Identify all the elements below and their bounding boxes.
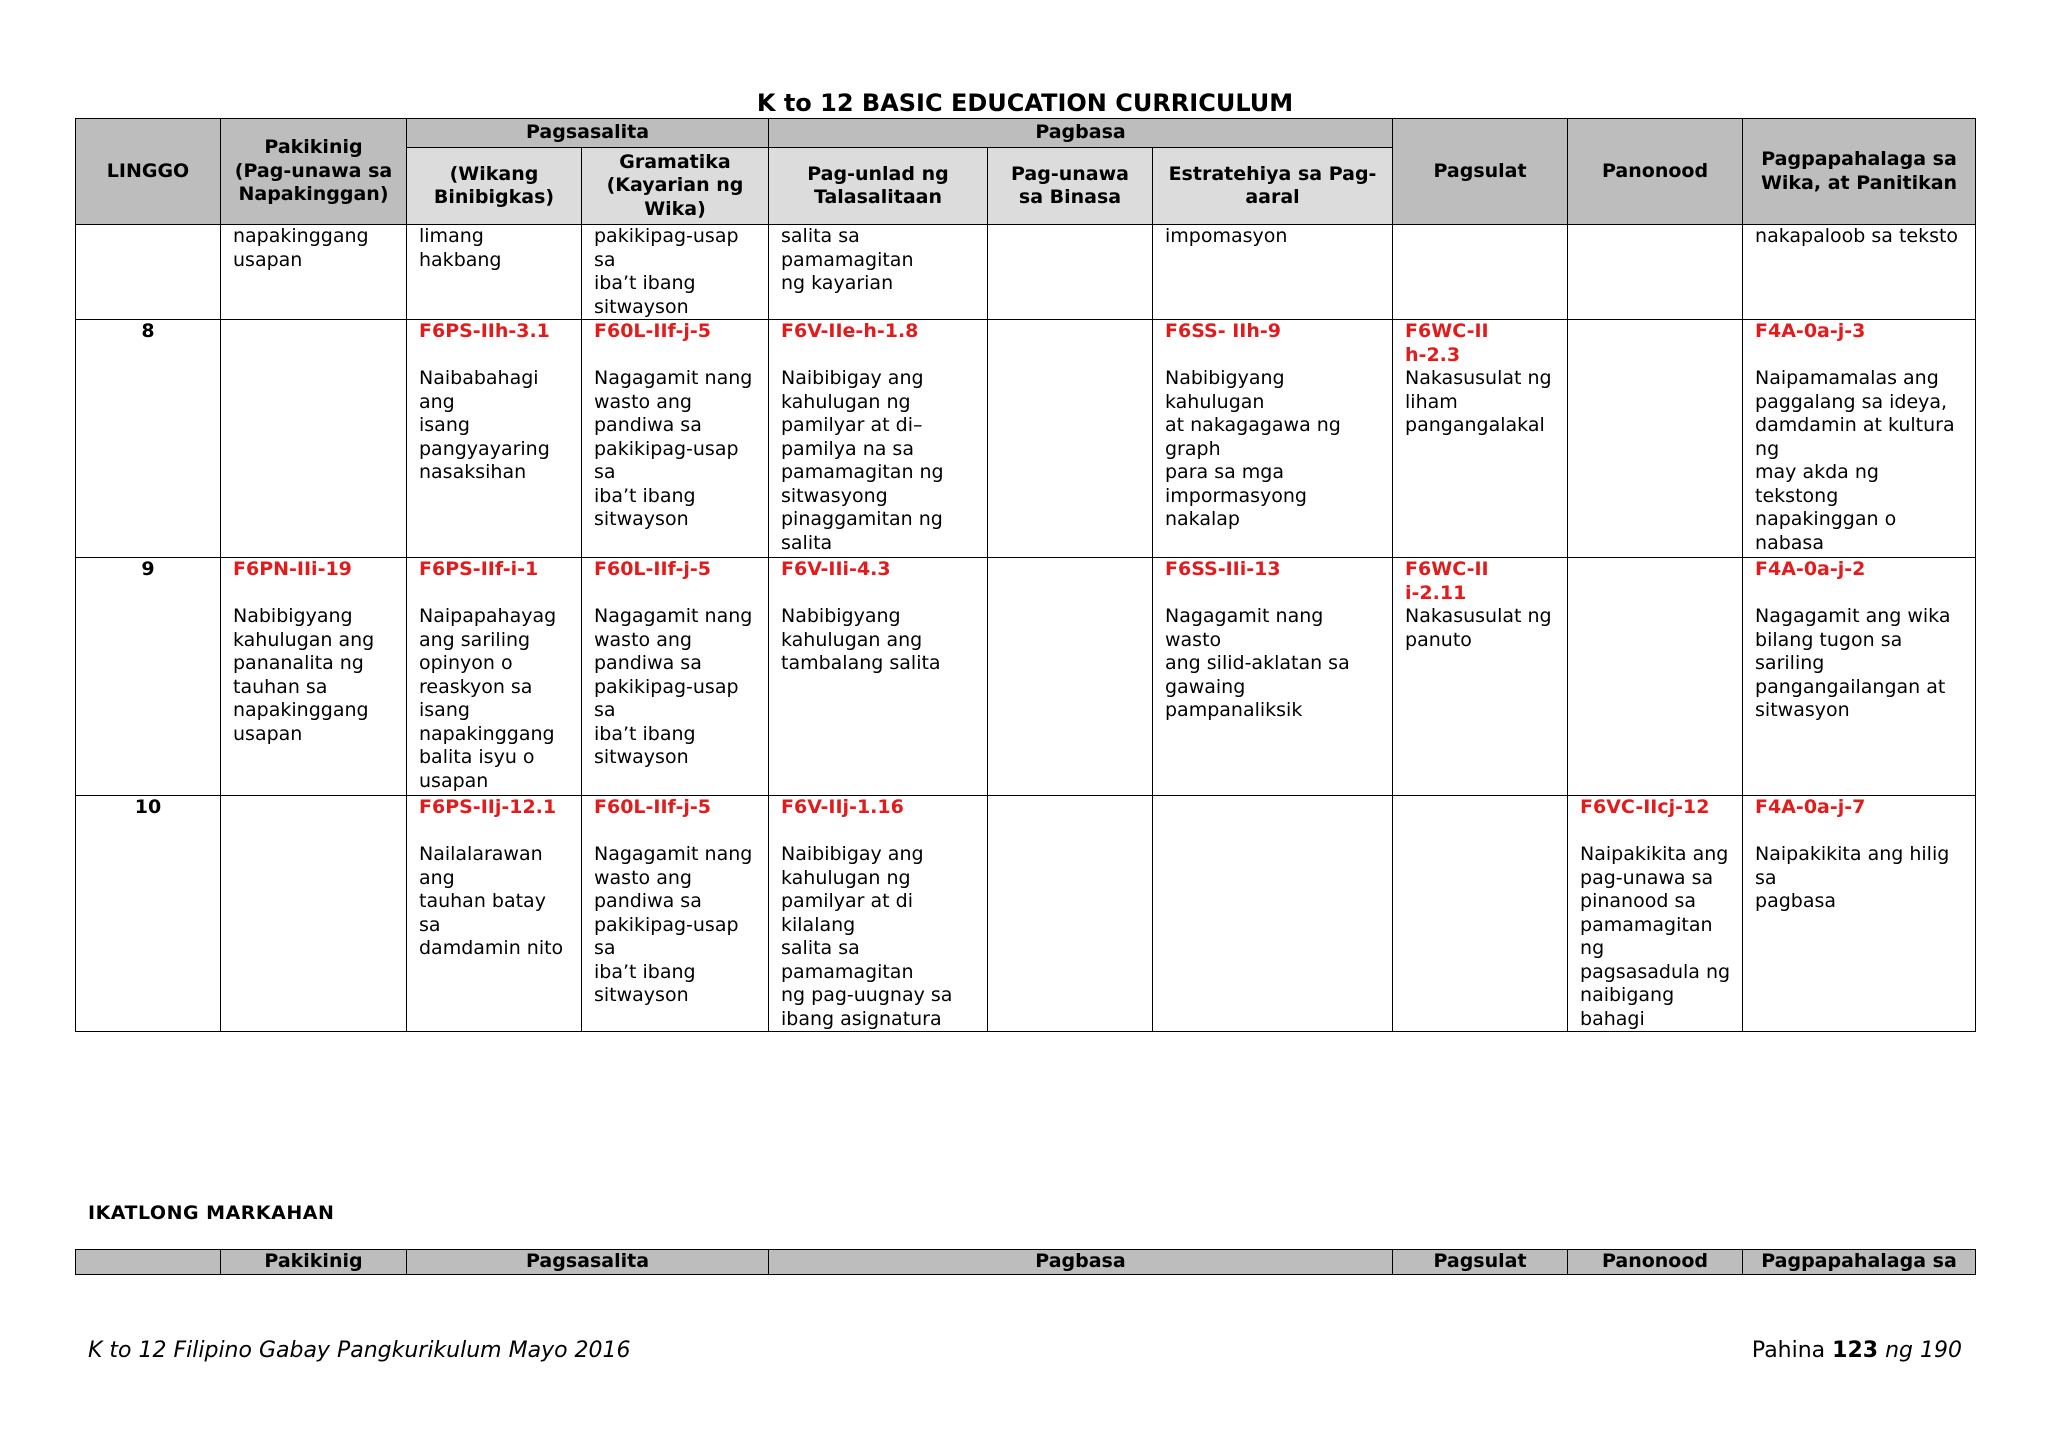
competency-code: F60L-IIf-j-5 — [594, 796, 711, 818]
cell-binasa — [988, 225, 1153, 320]
next-header-pagsulat: Pagsulat — [1393, 1250, 1568, 1275]
table-row — [76, 225, 1976, 320]
competency-description: Nailalarawan ang tauhan batay sa damdamin nito — [419, 843, 564, 959]
cell-pakikinig — [221, 320, 407, 558]
week-cell: 10 — [76, 796, 221, 1032]
cell-binasa — [988, 558, 1153, 796]
page-current: 123 — [1832, 1338, 1879, 1363]
cell-pagpapahalaga — [1743, 225, 1976, 320]
week-cell: 8 — [76, 320, 221, 558]
header-pagsulat: Pagsulat — [1393, 119, 1568, 225]
competency-description: Nakasusulat ng panuto — [1405, 605, 1552, 651]
curriculum-table — [75, 118, 1976, 1032]
next-header-pagsasalita: Pagsasalita — [407, 1250, 769, 1275]
cell-panonood — [1568, 558, 1743, 796]
header-talasalitaan: Pag-unlad ng Talasalitaan — [769, 148, 988, 225]
competency-description: Nabibigyang kahulugan at nakagagawa ng graph para sa mga impormasyong nakalap — [1165, 367, 1341, 530]
next-quarter-table-header — [75, 1249, 1976, 1275]
competency-code: F6PS-IIh-3.1 — [419, 320, 550, 342]
cell-pagsulat — [1393, 796, 1568, 1032]
competency-description: Nabibigyang kahulugan ang pananalita ng tauhan sa napakinggang usapan — [233, 605, 375, 745]
cell-pakikinig — [221, 225, 407, 320]
cell-wikang — [407, 225, 582, 320]
competency-code: F60L-IIf-j-5 — [594, 558, 711, 580]
header-pagpapahalaga: Pagpapahalaga sa Wika, at Panitikan — [1743, 119, 1976, 225]
cell-talasalitaan — [769, 320, 988, 558]
competency-code: F6V-IIj-1.16 — [781, 796, 904, 818]
page-title: K to 12 BASIC EDUCATION CURRICULUM — [756, 89, 1294, 117]
next-header-panonood: Panonood — [1568, 1250, 1743, 1275]
competency-description: limang hakbang — [419, 225, 502, 271]
table-row — [76, 796, 1976, 1032]
cell-talasalitaan — [769, 225, 988, 320]
competency-description: Naipapahayag ang sariling opinyon o reaskyon sa isang napakinggang balita isyu o usapan — [419, 605, 557, 792]
next-header-pakikinig: Pakikinig — [221, 1250, 407, 1275]
cell-estratehiya — [1153, 558, 1393, 796]
cell-talasalitaan — [769, 558, 988, 796]
competency-description: Naipakikita ang hilig sa pagbasa — [1755, 843, 1950, 912]
week-cell — [76, 225, 221, 320]
cell-pagpapahalaga — [1743, 558, 1976, 796]
competency-code: F6V-IIi-4.3 — [781, 558, 891, 580]
cell-pagsulat — [1393, 225, 1568, 320]
footer-document-title: K to 12 Filipino Gabay Pangkurikulum Mayo 2016 — [88, 1338, 631, 1363]
cell-gramatika — [582, 320, 769, 558]
cell-talasalitaan — [769, 796, 988, 1032]
competency-description: Nagagamit nang wasto ang pandiwa sa pakikipag-usap sa iba’t ibang sitwayson — [594, 843, 753, 1006]
competency-code: F6PS-IIj-12.1 — [419, 796, 557, 818]
competency-code: F6SS- IIh-9 — [1165, 320, 1281, 342]
footer-page-number — [1752, 1338, 1962, 1363]
cell-pakikinig — [221, 796, 407, 1032]
competency-description: Nakasusulat ng liham pangangalakal — [1405, 367, 1552, 436]
cell-pakikinig — [221, 558, 407, 796]
cell-gramatika — [582, 225, 769, 320]
competency-description: Naibibigay ang kahulugan ng pamilyar at di– pamilya na sa pamamagitan ng sitwasyong pinaggamitan ng salita — [781, 367, 944, 554]
competency-description: salita sa pamamagitan ng kayarian — [781, 225, 914, 294]
competency-description: impomasyon — [1165, 225, 1288, 247]
competency-description: Naibibigay ang kahulugan ng pamilyar at di kilalang salita sa pamamagitan ng pag-uugnay sa ibang asignatura — [781, 843, 953, 1030]
competency-description: Nabibigyang kahulugan ang tambalang salita — [781, 605, 941, 674]
next-header-pagbasa: Pagbasa — [769, 1250, 1393, 1275]
cell-estratehiya — [1153, 320, 1393, 558]
page-total: 190 — [1920, 1338, 1962, 1363]
competency-code: F60L-IIf-j-5 — [594, 320, 711, 342]
header-pagbasa: Pagbasa — [769, 119, 1393, 148]
header-binasa: Pag-unawa sa Binasa — [988, 148, 1153, 225]
competency-code: F4A-0a-j-2 — [1755, 558, 1866, 580]
next-header-linggo — [76, 1250, 221, 1275]
header-wikang-binibigkas: (Wikang Binibigkas) — [407, 148, 582, 225]
cell-panonood — [1568, 796, 1743, 1032]
competency-code: F6V-IIe-h-1.8 — [781, 320, 919, 342]
cell-wikang — [407, 320, 582, 558]
quarter-label: IKATLONG MARKAHAN — [88, 1202, 335, 1224]
cell-panonood — [1568, 320, 1743, 558]
competency-description: Nagagamit nang wasto ang silid-aklatan sa gawaing pampanaliksik — [1165, 605, 1350, 721]
page-of: ng — [1878, 1338, 1920, 1363]
cell-binasa — [988, 320, 1153, 558]
cell-gramatika — [582, 558, 769, 796]
next-header-pagpapahalaga: Pagpapahalaga sa — [1743, 1250, 1976, 1275]
week-cell: 9 — [76, 558, 221, 796]
table-row — [76, 558, 1976, 796]
competency-code: F6PN-IIi-19 — [233, 558, 352, 580]
competency-description: napakinggang usapan — [233, 225, 369, 271]
page-prefix: Pahina — [1751, 1338, 1833, 1363]
header-panonood: Panonood — [1568, 119, 1743, 225]
competency-code: F4A-0a-j-3 — [1755, 320, 1866, 342]
header-linggo: LINGGO — [76, 119, 221, 225]
competency-description: nakapaloob sa teksto — [1755, 225, 1959, 247]
cell-pagpapahalaga — [1743, 796, 1976, 1032]
competency-code: F4A-0a-j-7 — [1755, 796, 1866, 818]
competency-description: Nagagamit nang wasto ang pandiwa sa pakikipag-usap sa iba’t ibang sitwayson — [594, 367, 753, 530]
competency-code: F6PS-IIf-i-1 — [419, 558, 539, 580]
cell-pagsulat — [1393, 320, 1568, 558]
competency-code: F6VC-IIcj-12 — [1580, 796, 1710, 818]
competency-description: pakikipag-usap sa iba’t ibang sitwayson — [594, 225, 739, 318]
competency-description: Naibabahagi ang isang pangyayaring nasaksihan — [419, 367, 550, 483]
competency-description: Nagagamit nang wasto ang pandiwa sa pakikipag-usap sa iba’t ibang sitwayson — [594, 605, 753, 768]
header-estratehiya: Estratehiya sa Pag-aaral — [1153, 148, 1393, 225]
header-pagsasalita: Pagsasalita — [407, 119, 769, 148]
competency-code: F6SS-IIi-13 — [1165, 558, 1281, 580]
cell-pagsulat — [1393, 558, 1568, 796]
cell-gramatika — [582, 796, 769, 1032]
competency-description: Nagagamit ang wika bilang tugon sa sariling pangangailangan at sitwasyon — [1755, 605, 1951, 721]
header-gramatika: Gramatika (Kayarian ng Wika) — [582, 148, 769, 225]
competency-description: Naipakikita ang pag-unawa sa pinanood sa pamamagitan ng pagsasadula ng naibigang bahagi — [1580, 843, 1731, 1030]
cell-estratehiya — [1153, 225, 1393, 320]
header-pakikinig: Pakikinig (Pag-unawa sa Napakinggan) — [221, 119, 407, 225]
cell-pagpapahalaga — [1743, 320, 1976, 558]
table-row — [76, 320, 1976, 558]
cell-wikang — [407, 796, 582, 1032]
table-body — [76, 225, 1976, 1032]
competency-code: F6WC-II h-2.3 — [1405, 320, 1489, 366]
cell-wikang — [407, 558, 582, 796]
cell-estratehiya — [1153, 796, 1393, 1032]
cell-panonood — [1568, 225, 1743, 320]
competency-description: Naipamamalas ang paggalang sa ideya, damdamin at kultura ng may akda ng tekstong napakinggan o nabasa — [1755, 367, 1955, 554]
competency-code: F6WC-II i-2.11 — [1405, 558, 1489, 604]
cell-binasa — [988, 796, 1153, 1032]
